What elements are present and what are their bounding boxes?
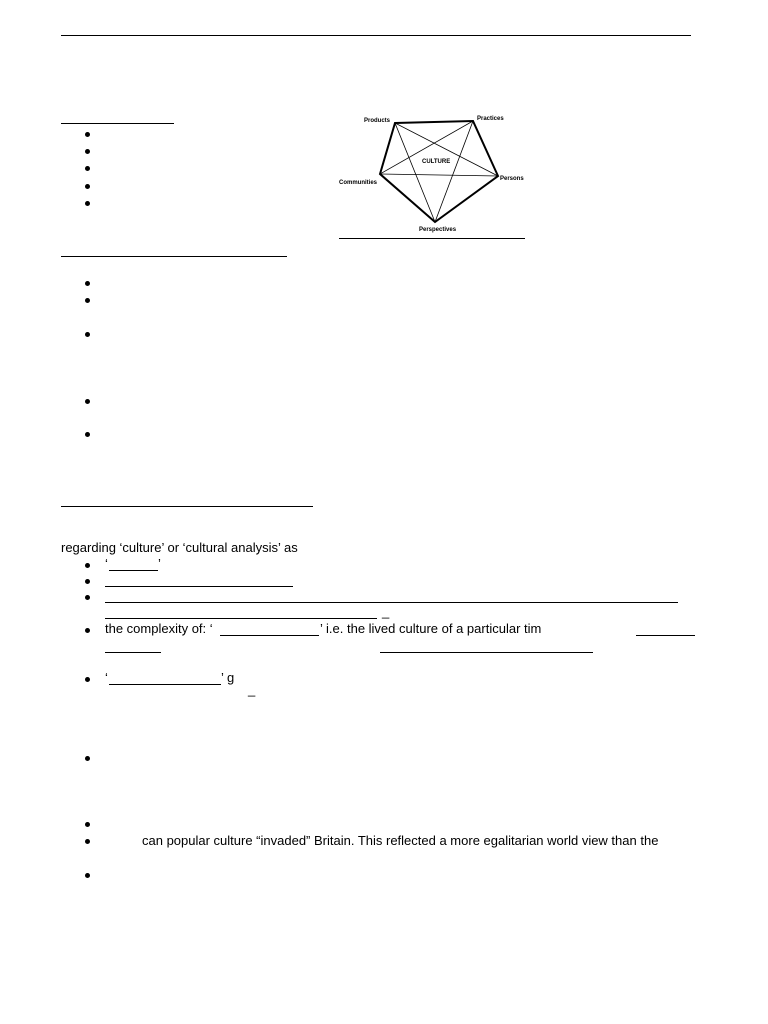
complexity-prefix: the complexity of: ‘ <box>105 621 213 636</box>
list-bullet <box>85 756 90 761</box>
list-bullet <box>85 432 90 437</box>
section-3-intro: regarding ‘culture’ or ‘cultural analysis’ as <box>61 540 298 555</box>
pentagram-line <box>395 123 498 176</box>
list-bullet <box>85 201 90 206</box>
pentagon-outline <box>380 121 498 222</box>
list-bullet <box>85 628 90 633</box>
diagram-node-products: Products <box>364 118 391 124</box>
list-bullet <box>85 677 90 682</box>
list-bullet <box>85 149 90 154</box>
blank-line <box>636 635 695 636</box>
list-bullet <box>85 822 90 827</box>
blank-line <box>105 602 678 603</box>
blank-line <box>105 618 377 619</box>
list-bullet <box>85 132 90 137</box>
quote-open: ‘ <box>105 556 108 571</box>
pentagram-line <box>435 121 473 222</box>
blank-line <box>109 684 221 685</box>
diagram-center-label: CULTURE <box>422 159 451 165</box>
header-rule <box>61 35 691 36</box>
trailing-dash: _ <box>248 682 256 697</box>
pentagram-line <box>395 123 435 222</box>
complexity-suffix: ’ i.e. the lived culture of a particular tim <box>320 621 542 636</box>
blank-line <box>109 570 158 571</box>
list-bullet <box>85 184 90 189</box>
quote-close: ’ <box>158 556 161 571</box>
g-suffix: ’ g <box>221 670 235 685</box>
culture-pentagon-diagram <box>330 110 530 242</box>
blank-line <box>380 652 593 653</box>
list-bullet <box>85 595 90 600</box>
list-bullet <box>85 579 90 584</box>
section-2-heading-underline <box>61 256 287 257</box>
quote-open: ‘ <box>105 670 108 685</box>
blank-line <box>220 635 319 636</box>
list-bullet <box>85 563 90 568</box>
diagram-node-communities: Communities <box>339 180 378 186</box>
section-1-heading-underline <box>61 123 174 124</box>
list-bullet <box>85 332 90 337</box>
list-bullet <box>85 839 90 844</box>
blank-line <box>105 586 293 587</box>
diagram-caption-underline <box>339 238 525 239</box>
diagram-node-perspectives: Perspectives <box>419 227 457 233</box>
section-3-heading-underline <box>61 506 313 507</box>
diagram-node-practices: Practices <box>477 116 504 122</box>
list-bullet <box>85 873 90 878</box>
trailing-dash: _ <box>382 604 390 619</box>
list-bullet <box>85 399 90 404</box>
pentagram-line <box>380 174 498 176</box>
blank-line <box>105 652 161 653</box>
list-bullet <box>85 166 90 171</box>
diagram-node-persons: Persons <box>500 176 524 182</box>
list-bullet <box>85 281 90 286</box>
list-bullet <box>85 298 90 303</box>
invaded-line: can popular culture “invaded” Britain. This reflected a more egalitarian world view than the <box>142 833 659 848</box>
